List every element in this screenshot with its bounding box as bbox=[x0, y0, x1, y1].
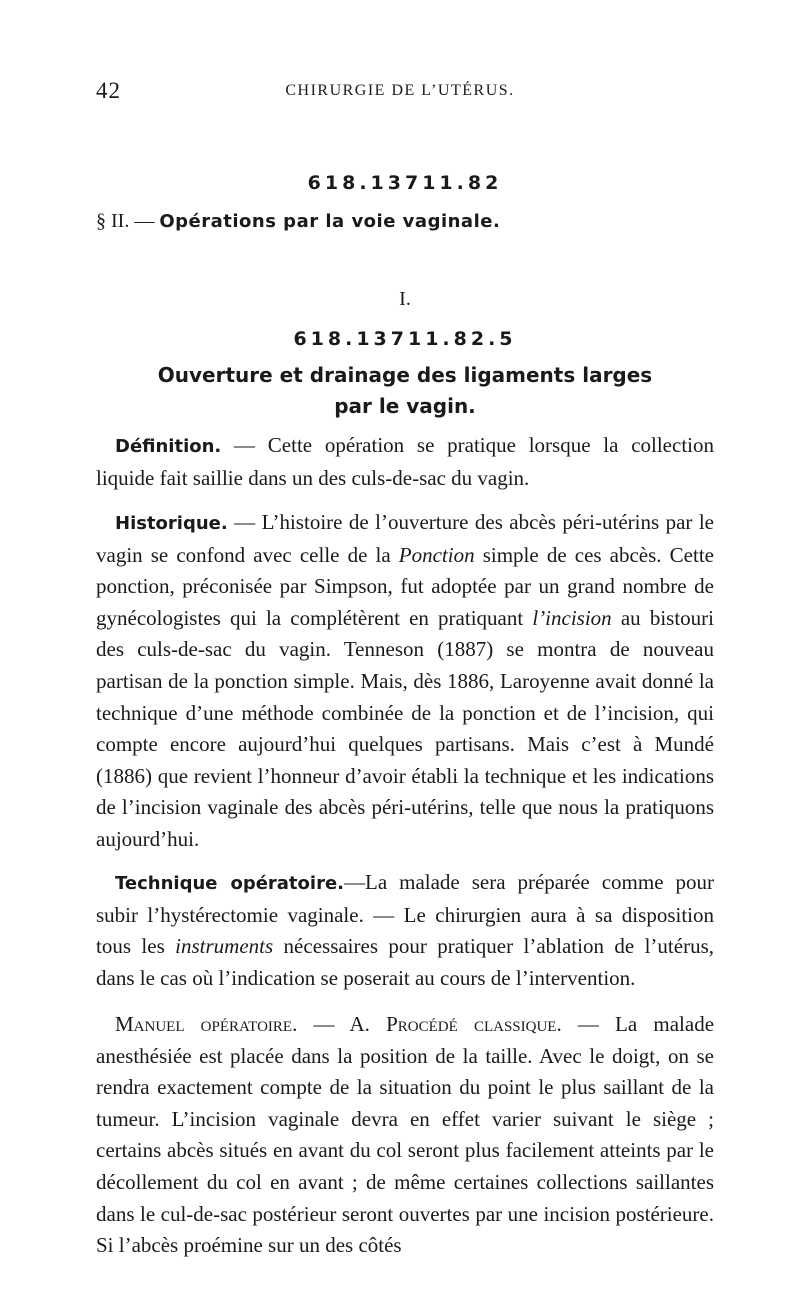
technique-text-1: —La malade sera préparée comme pour subir l’hystérectomie vaginale. — Le chirurgien aura à sa disposition tous les bbox=[96, 870, 714, 959]
manuel-procedure: Procédé classique. bbox=[386, 1012, 562, 1036]
running-title: CHIRURGIE DE L’UTÉRUS. bbox=[285, 82, 515, 99]
technique-emphasis: instruments bbox=[175, 934, 274, 959]
historique-emphasis-2: l’incision bbox=[532, 605, 612, 630]
subsection-classification: 618.13711.82.5 bbox=[293, 328, 517, 350]
historique-text-3: au bistouri des culs-de-sac du vagin. Tenneson (1887) se montra de nouveau partisan de la ponction simple. Mais, dès 1886, Laroyenne avait donné la technique d’une méthode combinée de la ponction et de l’incision, qui compte encore aujourd’hui quelques partisans. Mais c’est à Mundé (1886) que revient l’honneur d’avoir établi la technique et les indications de l’incision vaginale des abcès péri-utérins, telle que nous la pratiquons aujourd’hui. bbox=[96, 605, 715, 851]
section-heading bbox=[96, 210, 714, 233]
subsection-title bbox=[96, 360, 714, 422]
paragraph-technique bbox=[96, 867, 714, 994]
subsection-numeral: I. bbox=[399, 288, 411, 310]
paragraph-historique bbox=[96, 507, 714, 856]
section-classification: 618.13711.82 bbox=[307, 172, 503, 194]
historique-lead: Historique. bbox=[115, 513, 228, 534]
paragraph-manuel bbox=[96, 1009, 714, 1262]
section-title: Opérations par la voie vaginale. bbox=[159, 211, 501, 232]
historique-text-2: simple de ces abcès. Cette ponction, préconisée par Simpson, fut adoptée par un grand nombre de gynécologistes qui la complétèrent en pratiquant bbox=[96, 542, 714, 630]
subsection-title-line-2: par le vagin. bbox=[334, 394, 476, 418]
paragraph-definition bbox=[96, 430, 714, 494]
definition-text: — Cette opération se pratique lorsque la collection liquide fait saillie dans un des culs-de-sac du vagin. bbox=[96, 433, 714, 490]
page-number: 42 bbox=[96, 78, 121, 103]
historique-emphasis-1: Ponction bbox=[398, 542, 475, 567]
manuel-sep: — A. bbox=[297, 1012, 387, 1036]
technique-lead: Technique opératoire. bbox=[115, 873, 344, 894]
historique-text-1: — L’histoire de l’ouverture des abcès péri-utérins par le vagin se confond avec celle de la bbox=[96, 510, 714, 567]
section-mark: § II. — bbox=[96, 210, 155, 232]
running-head bbox=[0, 78, 800, 108]
manuel-text: — La malade anesthésiée est placée dans la position de la taille. Avec le doigt, on se rendra exactement compte de la situation du point le plus saillant de la tumeur. L’incision vaginale devra en effet varier suivant le siège ; certains abcès situés en avant du col seront plus facilement atteints par le décollement du col en avant ; de même certaines collections saillantes dans le cul-de-sac postérieur seront ouvertes par une incision postérieure. Si l’abcès proémine sur un des côtés bbox=[96, 1012, 715, 1258]
technique-text-2: nécessaires pour pratiquer l’ablation de l’utérus, dans le cas où l’indication se poserait au cours de l’intervention. bbox=[96, 934, 714, 990]
manuel-lead: Manuel opératoire. bbox=[115, 1012, 298, 1036]
subsection-title-line-1: Ouverture et drainage des ligaments larges bbox=[157, 363, 653, 387]
definition-lead: Définition. bbox=[115, 436, 222, 457]
